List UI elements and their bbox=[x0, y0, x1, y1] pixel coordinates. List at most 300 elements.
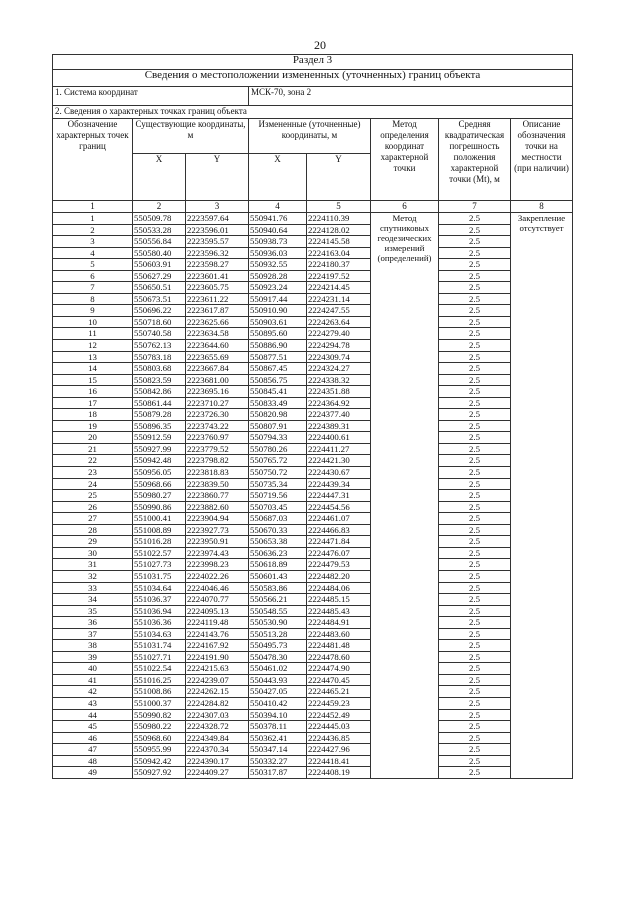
changed-x: 550719.56 bbox=[249, 490, 307, 502]
existing-x: 551027.73 bbox=[133, 559, 186, 571]
changed-x: 550807.91 bbox=[249, 420, 307, 432]
changed-y: 2224263.64 bbox=[307, 316, 371, 328]
changed-y: 2224447.31 bbox=[307, 490, 371, 502]
existing-x: 551034.63 bbox=[133, 628, 186, 640]
error-value: 2.5 bbox=[439, 628, 511, 640]
column-number: 5 bbox=[307, 201, 371, 213]
table-row bbox=[53, 282, 573, 294]
existing-y: 2223667.84 bbox=[186, 363, 249, 375]
table-row bbox=[53, 501, 573, 513]
changed-y: 2224389.31 bbox=[307, 420, 371, 432]
existing-y: 2223655.69 bbox=[186, 351, 249, 363]
table-row bbox=[53, 697, 573, 709]
point-number: 26 bbox=[53, 501, 133, 513]
changed-x: 550687.03 bbox=[249, 513, 307, 525]
existing-y: 2224215.63 bbox=[186, 663, 249, 675]
existing-y: 2224390.17 bbox=[186, 755, 249, 767]
changed-y: 2224465.21 bbox=[307, 686, 371, 698]
changed-y: 2224474.90 bbox=[307, 663, 371, 675]
table-row bbox=[53, 721, 573, 733]
header-changed-coords: Измененные (уточненные) координаты, м bbox=[249, 119, 371, 154]
changed-y: 2224485.15 bbox=[307, 594, 371, 606]
existing-x: 550842.86 bbox=[133, 386, 186, 398]
point-number: 37 bbox=[53, 628, 133, 640]
point-number: 43 bbox=[53, 697, 133, 709]
point-number: 31 bbox=[53, 559, 133, 571]
point-number: 17 bbox=[53, 397, 133, 409]
point-number: 48 bbox=[53, 755, 133, 767]
existing-y: 2223617.87 bbox=[186, 305, 249, 317]
point-number: 35 bbox=[53, 605, 133, 617]
point-number: 9 bbox=[53, 305, 133, 317]
changed-x: 550495.73 bbox=[249, 640, 307, 652]
existing-y: 2223605.75 bbox=[186, 282, 249, 294]
error-value: 2.5 bbox=[439, 351, 511, 363]
existing-y: 2224370.34 bbox=[186, 744, 249, 756]
changed-y: 2224483.60 bbox=[307, 628, 371, 640]
table-row bbox=[53, 316, 573, 328]
table-row bbox=[53, 478, 573, 490]
header-existing-y: Y bbox=[186, 154, 249, 201]
point-number: 45 bbox=[53, 721, 133, 733]
existing-x: 550650.51 bbox=[133, 282, 186, 294]
existing-x: 551027.71 bbox=[133, 651, 186, 663]
changed-x: 550903.61 bbox=[249, 316, 307, 328]
point-number: 30 bbox=[53, 547, 133, 559]
changed-y: 2224400.61 bbox=[307, 432, 371, 444]
changed-y: 2224459.23 bbox=[307, 697, 371, 709]
table-title: Сведения о местоположении измененных (уточненных) границ объекта bbox=[53, 70, 573, 87]
existing-x: 550673.51 bbox=[133, 293, 186, 305]
existing-y: 2223760.97 bbox=[186, 432, 249, 444]
existing-x: 551016.28 bbox=[133, 536, 186, 548]
error-value: 2.5 bbox=[439, 524, 511, 536]
changed-y: 2224377.40 bbox=[307, 409, 371, 421]
existing-y: 2223998.23 bbox=[186, 559, 249, 571]
changed-y: 2224427.96 bbox=[307, 744, 371, 756]
header-method: Метод определения координат характерной точки bbox=[371, 119, 439, 201]
existing-x: 550896.35 bbox=[133, 420, 186, 432]
table-row bbox=[53, 340, 573, 352]
table-row bbox=[53, 524, 573, 536]
existing-x: 550509.78 bbox=[133, 213, 186, 225]
error-value: 2.5 bbox=[439, 397, 511, 409]
header-existing-x: X bbox=[133, 154, 186, 201]
error-value: 2.5 bbox=[439, 686, 511, 698]
changed-y: 2224163.04 bbox=[307, 247, 371, 259]
point-number: 18 bbox=[53, 409, 133, 421]
table-row bbox=[53, 709, 573, 721]
column-number: 1 bbox=[53, 201, 133, 213]
existing-y: 2224239.07 bbox=[186, 674, 249, 686]
existing-x: 550803.68 bbox=[133, 363, 186, 375]
changed-x: 550362.41 bbox=[249, 732, 307, 744]
existing-x: 550968.60 bbox=[133, 732, 186, 744]
error-value: 2.5 bbox=[439, 305, 511, 317]
point-number: 7 bbox=[53, 282, 133, 294]
boundary-points-table bbox=[52, 54, 573, 779]
error-value: 2.5 bbox=[439, 570, 511, 582]
existing-y: 2223818.83 bbox=[186, 467, 249, 479]
table-row bbox=[53, 328, 573, 340]
changed-x: 550703.45 bbox=[249, 501, 307, 513]
point-number: 11 bbox=[53, 328, 133, 340]
column-number: 8 bbox=[511, 201, 573, 213]
point-number: 4 bbox=[53, 247, 133, 259]
changed-x: 550923.24 bbox=[249, 282, 307, 294]
changed-x: 550347.14 bbox=[249, 744, 307, 756]
changed-x: 550566.21 bbox=[249, 594, 307, 606]
changed-x: 550653.38 bbox=[249, 536, 307, 548]
point-number: 27 bbox=[53, 513, 133, 525]
existing-y: 2223681.00 bbox=[186, 374, 249, 386]
changed-x: 550601.43 bbox=[249, 570, 307, 582]
column-number: 2 bbox=[133, 201, 186, 213]
existing-y: 2223779.52 bbox=[186, 443, 249, 455]
table-row bbox=[53, 559, 573, 571]
changed-y: 2224294.78 bbox=[307, 340, 371, 352]
changed-y: 2224180.37 bbox=[307, 259, 371, 271]
existing-y: 2224409.27 bbox=[186, 767, 249, 779]
existing-x: 551022.57 bbox=[133, 547, 186, 559]
existing-x: 551000.37 bbox=[133, 697, 186, 709]
table-row bbox=[53, 651, 573, 663]
existing-y: 2223634.58 bbox=[186, 328, 249, 340]
changed-y: 2224338.32 bbox=[307, 374, 371, 386]
changed-x: 550378.11 bbox=[249, 721, 307, 733]
point-number: 46 bbox=[53, 732, 133, 744]
error-value: 2.5 bbox=[439, 536, 511, 548]
error-value: 2.5 bbox=[439, 744, 511, 756]
existing-y: 2223596.32 bbox=[186, 247, 249, 259]
point-number: 34 bbox=[53, 594, 133, 606]
changed-y: 2224482.20 bbox=[307, 570, 371, 582]
existing-x: 551036.94 bbox=[133, 605, 186, 617]
point-number: 12 bbox=[53, 340, 133, 352]
error-value: 2.5 bbox=[439, 432, 511, 444]
existing-y: 2224284.82 bbox=[186, 697, 249, 709]
existing-x: 551036.36 bbox=[133, 617, 186, 629]
table-row bbox=[53, 259, 573, 271]
point-number: 24 bbox=[53, 478, 133, 490]
point-number: 15 bbox=[53, 374, 133, 386]
column-number: 6 bbox=[371, 201, 439, 213]
existing-x: 550980.22 bbox=[133, 721, 186, 733]
point-number: 10 bbox=[53, 316, 133, 328]
existing-y: 2224307.03 bbox=[186, 709, 249, 721]
changed-y: 2224214.45 bbox=[307, 282, 371, 294]
column-number: 3 bbox=[186, 201, 249, 213]
changed-y: 2224445.03 bbox=[307, 721, 371, 733]
changed-x: 550513.28 bbox=[249, 628, 307, 640]
changed-y: 2224418.41 bbox=[307, 755, 371, 767]
point-number: 44 bbox=[53, 709, 133, 721]
changed-y: 2224485.43 bbox=[307, 605, 371, 617]
existing-x: 551000.41 bbox=[133, 513, 186, 525]
point-number: 19 bbox=[53, 420, 133, 432]
existing-y: 2224191.90 bbox=[186, 651, 249, 663]
changed-y: 2224471.84 bbox=[307, 536, 371, 548]
existing-x: 550956.05 bbox=[133, 467, 186, 479]
point-number: 1 bbox=[53, 213, 133, 225]
changed-y: 2224421.30 bbox=[307, 455, 371, 467]
error-value: 2.5 bbox=[439, 651, 511, 663]
error-value: 2.5 bbox=[439, 674, 511, 686]
changed-x: 550867.45 bbox=[249, 363, 307, 375]
table-row bbox=[53, 270, 573, 282]
table-row bbox=[53, 374, 573, 386]
existing-y: 2224167.92 bbox=[186, 640, 249, 652]
existing-x: 550556.84 bbox=[133, 236, 186, 248]
existing-x: 550990.86 bbox=[133, 501, 186, 513]
existing-x: 550879.28 bbox=[133, 409, 186, 421]
table-row bbox=[53, 640, 573, 652]
table-row bbox=[53, 536, 573, 548]
column-number: 7 bbox=[439, 201, 511, 213]
existing-x: 550980.27 bbox=[133, 490, 186, 502]
description-cell: Закрепление отсутствует bbox=[511, 213, 573, 779]
existing-y: 2223595.57 bbox=[186, 236, 249, 248]
point-number: 33 bbox=[53, 582, 133, 594]
changed-x: 550932.55 bbox=[249, 259, 307, 271]
existing-x: 550783.18 bbox=[133, 351, 186, 363]
changed-x: 550427.05 bbox=[249, 686, 307, 698]
changed-x: 550636.23 bbox=[249, 547, 307, 559]
changed-x: 550583.86 bbox=[249, 582, 307, 594]
point-number: 49 bbox=[53, 767, 133, 779]
changed-x: 550618.89 bbox=[249, 559, 307, 571]
section-title: Раздел 3 bbox=[53, 55, 573, 70]
table-row bbox=[53, 582, 573, 594]
existing-x: 550927.92 bbox=[133, 767, 186, 779]
point-number: 8 bbox=[53, 293, 133, 305]
table-row bbox=[53, 617, 573, 629]
point-number: 42 bbox=[53, 686, 133, 698]
changed-y: 2224231.14 bbox=[307, 293, 371, 305]
changed-y: 2224452.49 bbox=[307, 709, 371, 721]
table-row bbox=[53, 467, 573, 479]
changed-x: 550917.44 bbox=[249, 293, 307, 305]
error-value: 2.5 bbox=[439, 478, 511, 490]
existing-x: 550861.44 bbox=[133, 397, 186, 409]
existing-x: 550740.58 bbox=[133, 328, 186, 340]
changed-x: 550765.72 bbox=[249, 455, 307, 467]
existing-x: 550927.99 bbox=[133, 443, 186, 455]
existing-y: 2223904.94 bbox=[186, 513, 249, 525]
existing-y: 2223860.77 bbox=[186, 490, 249, 502]
point-number: 32 bbox=[53, 570, 133, 582]
table-row bbox=[53, 628, 573, 640]
changed-x: 550941.76 bbox=[249, 213, 307, 225]
existing-y: 2223601.41 bbox=[186, 270, 249, 282]
changed-x: 550877.51 bbox=[249, 351, 307, 363]
existing-x: 550533.28 bbox=[133, 224, 186, 236]
header-description: Описание обозначения точки на местности (при наличии) bbox=[511, 119, 573, 201]
error-value: 2.5 bbox=[439, 617, 511, 629]
existing-x: 550942.42 bbox=[133, 755, 186, 767]
point-number: 23 bbox=[53, 467, 133, 479]
point-number: 21 bbox=[53, 443, 133, 455]
existing-y: 2223625.66 bbox=[186, 316, 249, 328]
table-row bbox=[53, 247, 573, 259]
error-value: 2.5 bbox=[439, 420, 511, 432]
coord-system-value: МСК-70, зона 2 bbox=[249, 87, 573, 106]
error-value: 2.5 bbox=[439, 663, 511, 675]
existing-x: 550580.40 bbox=[133, 247, 186, 259]
changed-y: 2224110.39 bbox=[307, 213, 371, 225]
error-value: 2.5 bbox=[439, 559, 511, 571]
existing-x: 550912.59 bbox=[133, 432, 186, 444]
error-value: 2.5 bbox=[439, 767, 511, 779]
error-value: 2.5 bbox=[439, 513, 511, 525]
table-row bbox=[53, 432, 573, 444]
changed-y: 2224484.06 bbox=[307, 582, 371, 594]
changed-x: 550820.98 bbox=[249, 409, 307, 421]
header-error: Средняя квадратическая погрешность положения характерной точки (Mt), м bbox=[439, 119, 511, 201]
header-changed-y: Y bbox=[307, 154, 371, 201]
point-number: 47 bbox=[53, 744, 133, 756]
coord-system-label: 1. Система координат bbox=[53, 87, 249, 106]
table-row bbox=[53, 397, 573, 409]
table-row bbox=[53, 490, 573, 502]
changed-y: 2224461.07 bbox=[307, 513, 371, 525]
existing-x: 551022.54 bbox=[133, 663, 186, 675]
existing-y: 2224046.46 bbox=[186, 582, 249, 594]
changed-x: 550410.42 bbox=[249, 697, 307, 709]
point-number: 36 bbox=[53, 617, 133, 629]
existing-y: 2224143.76 bbox=[186, 628, 249, 640]
error-value: 2.5 bbox=[439, 340, 511, 352]
changed-y: 2224364.92 bbox=[307, 397, 371, 409]
point-number: 6 bbox=[53, 270, 133, 282]
error-value: 2.5 bbox=[439, 363, 511, 375]
table-row bbox=[53, 594, 573, 606]
changed-y: 2224466.83 bbox=[307, 524, 371, 536]
table-row bbox=[53, 513, 573, 525]
changed-x: 550548.55 bbox=[249, 605, 307, 617]
changed-x: 550938.73 bbox=[249, 236, 307, 248]
error-value: 2.5 bbox=[439, 490, 511, 502]
point-number: 5 bbox=[53, 259, 133, 271]
existing-y: 2223596.01 bbox=[186, 224, 249, 236]
existing-y: 2223798.82 bbox=[186, 455, 249, 467]
existing-y: 2224262.15 bbox=[186, 686, 249, 698]
point-number: 40 bbox=[53, 663, 133, 675]
error-value: 2.5 bbox=[439, 213, 511, 225]
existing-x: 550696.22 bbox=[133, 305, 186, 317]
existing-x: 550762.13 bbox=[133, 340, 186, 352]
point-number: 20 bbox=[53, 432, 133, 444]
point-number: 41 bbox=[53, 674, 133, 686]
changed-y: 2224197.52 bbox=[307, 270, 371, 282]
table-row bbox=[53, 663, 573, 675]
changed-x: 550794.33 bbox=[249, 432, 307, 444]
existing-x: 550603.91 bbox=[133, 259, 186, 271]
error-value: 2.5 bbox=[439, 386, 511, 398]
changed-x: 550886.90 bbox=[249, 340, 307, 352]
existing-x: 551008.86 bbox=[133, 686, 186, 698]
existing-y: 2223695.16 bbox=[186, 386, 249, 398]
point-number: 38 bbox=[53, 640, 133, 652]
error-value: 2.5 bbox=[439, 409, 511, 421]
existing-y: 2223743.22 bbox=[186, 420, 249, 432]
existing-x: 550942.48 bbox=[133, 455, 186, 467]
changed-y: 2224478.60 bbox=[307, 651, 371, 663]
existing-y: 2223710.27 bbox=[186, 397, 249, 409]
table-row bbox=[53, 420, 573, 432]
changed-y: 2224476.07 bbox=[307, 547, 371, 559]
existing-y: 2223644.60 bbox=[186, 340, 249, 352]
changed-x: 550936.03 bbox=[249, 247, 307, 259]
existing-x: 551031.75 bbox=[133, 570, 186, 582]
table-row bbox=[53, 293, 573, 305]
error-value: 2.5 bbox=[439, 605, 511, 617]
error-value: 2.5 bbox=[439, 455, 511, 467]
error-value: 2.5 bbox=[439, 640, 511, 652]
point-number: 2 bbox=[53, 224, 133, 236]
existing-y: 2224349.84 bbox=[186, 732, 249, 744]
changed-x: 550478.30 bbox=[249, 651, 307, 663]
existing-x: 550990.82 bbox=[133, 709, 186, 721]
error-value: 2.5 bbox=[439, 582, 511, 594]
error-value: 2.5 bbox=[439, 328, 511, 340]
changed-x: 550845.41 bbox=[249, 386, 307, 398]
changed-x: 550443.93 bbox=[249, 674, 307, 686]
existing-y: 2223598.27 bbox=[186, 259, 249, 271]
point-number: 14 bbox=[53, 363, 133, 375]
error-value: 2.5 bbox=[439, 721, 511, 733]
table-row bbox=[53, 686, 573, 698]
changed-x: 550394.10 bbox=[249, 709, 307, 721]
existing-y: 2224070.77 bbox=[186, 594, 249, 606]
changed-x: 550461.02 bbox=[249, 663, 307, 675]
table-row bbox=[53, 224, 573, 236]
changed-x: 550530.90 bbox=[249, 617, 307, 629]
table-row bbox=[53, 547, 573, 559]
existing-y: 2223882.60 bbox=[186, 501, 249, 513]
error-value: 2.5 bbox=[439, 270, 511, 282]
table-row bbox=[53, 363, 573, 375]
table-row bbox=[53, 351, 573, 363]
point-number: 13 bbox=[53, 351, 133, 363]
changed-y: 2224309.74 bbox=[307, 351, 371, 363]
error-value: 2.5 bbox=[439, 755, 511, 767]
point-number: 22 bbox=[53, 455, 133, 467]
table-row bbox=[53, 409, 573, 421]
changed-y: 2224128.02 bbox=[307, 224, 371, 236]
changed-y: 2224436.85 bbox=[307, 732, 371, 744]
table-row bbox=[53, 443, 573, 455]
existing-x: 550955.99 bbox=[133, 744, 186, 756]
existing-y: 2224095.13 bbox=[186, 605, 249, 617]
changed-x: 550750.72 bbox=[249, 467, 307, 479]
error-value: 2.5 bbox=[439, 259, 511, 271]
changed-x: 550833.49 bbox=[249, 397, 307, 409]
page-number: 20 bbox=[314, 38, 326, 52]
error-value: 2.5 bbox=[439, 236, 511, 248]
existing-y: 2223927.73 bbox=[186, 524, 249, 536]
method-cell: Метод спутниковых геодезических измерений (определений) bbox=[371, 213, 439, 779]
error-value: 2.5 bbox=[439, 594, 511, 606]
existing-x: 550823.59 bbox=[133, 374, 186, 386]
error-value: 2.5 bbox=[439, 293, 511, 305]
header-changed-x: X bbox=[249, 154, 307, 201]
error-value: 2.5 bbox=[439, 282, 511, 294]
point-number: 3 bbox=[53, 236, 133, 248]
existing-x: 551031.74 bbox=[133, 640, 186, 652]
existing-y: 2223597.64 bbox=[186, 213, 249, 225]
header-existing-coords: Существующие координаты, м bbox=[133, 119, 249, 154]
